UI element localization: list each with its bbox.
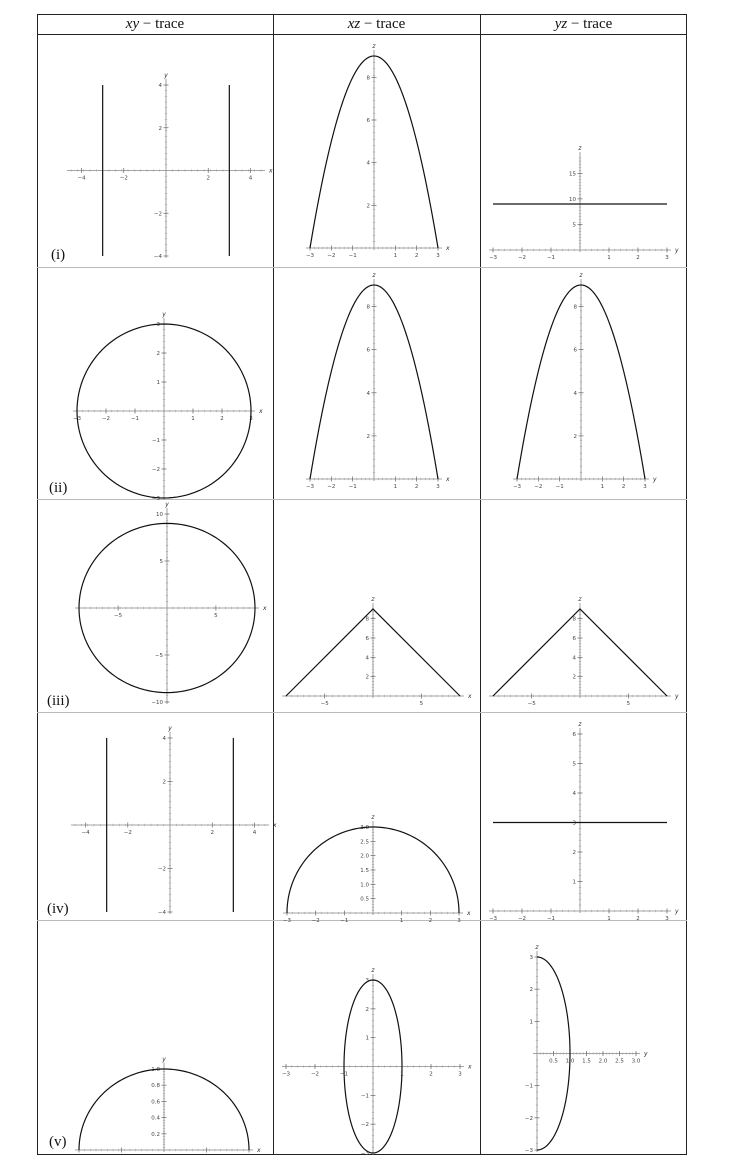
y-tick-label: 1.0 [360,882,369,889]
y-tick-label: 0.6 [151,1099,160,1106]
y-tick-label: 0.4 [151,1115,160,1122]
y-axis-label: z [372,272,376,279]
x-tick-label: 5 [214,613,218,619]
x-tick-label: 3 [458,1071,462,1078]
header-text: − trace [142,16,185,32]
y-tick-label: 1 [365,1035,369,1042]
y-tick-label: 2 [365,1006,369,1013]
y-tick-label: 4 [573,390,577,397]
y-tick-label: 6 [572,636,576,642]
y-tick-label: 10 [156,512,163,518]
x-tick-label: 3 [665,916,669,922]
x-tick-label: 2 [429,1071,433,1078]
y-tick-label: 2 [365,674,369,681]
plot-panel [273,267,480,499]
x-tick-label: −2 [119,175,128,182]
x-axis-label: x [446,245,450,252]
y-tick-label: −3 [360,1151,369,1155]
x-tick-label: −3 [72,416,82,422]
x-tick-label: −2 [517,916,527,922]
row-label: (iv) [47,901,69,917]
x-tick-label: −5 [320,701,329,707]
plot-svg [273,712,480,924]
y-tick-label: −3 [524,1148,533,1154]
x-tick-label: 1.0 [565,1058,575,1065]
x-axis-label: x [468,1063,472,1071]
y-tick-label: −2 [157,866,166,873]
y-tick-label: 3 [365,978,369,984]
x-tick-label: 1 [607,916,611,922]
y-tick-label: 0.5 [360,896,369,903]
header-text: − trace [570,16,613,32]
x-tick-label: 0.5 [549,1058,558,1065]
y-axis-label: y [165,501,169,508]
x-axis-label: y [653,476,657,483]
y-tick-label: 4 [366,390,370,397]
y-tick-label: 6 [573,347,577,354]
x-tick-label: −4 [77,175,86,182]
x-tick-label: −3 [512,484,522,490]
y-tick-label: 5 [572,222,576,229]
plot-svg [273,35,480,267]
x-tick-label: −2 [123,830,132,836]
x-axis-label: x [259,408,263,415]
row-label: (ii) [49,480,68,496]
y-tick-label: 8 [573,304,577,311]
y-tick-label: 6 [572,732,576,738]
x-tick-label: 5 [419,701,424,707]
row-label: (iii) [47,693,70,709]
x-tick-label: 2 [414,253,419,259]
y-tick-label: 1.0 [151,1067,160,1073]
plot-panel [480,712,687,920]
plot-panel [273,35,480,267]
x-tick-label: −1 [546,255,556,261]
y-tick-label: −4 [157,910,166,916]
x-axis-label: y [675,247,679,254]
header-variable: yz [554,16,568,32]
x-tick-label: −2 [101,416,111,422]
y-tick-label: −1 [524,1083,533,1090]
header-text: − trace [363,16,406,32]
y-axis-label: z [371,814,375,821]
y-tick-label: 8 [366,75,370,82]
plot-panel [480,499,687,712]
y-tick-label: 2 [572,674,576,681]
y-tick-label: 1 [529,1019,533,1026]
x-tick-label: 2 [636,916,640,922]
x-axis-label: x [263,605,267,612]
y-tick-label: 2.0 [360,853,369,860]
x-tick-label: −1 [340,918,349,924]
x-tick-label: 2 [220,416,224,422]
y-axis-label: z [578,721,582,728]
y-tick-label: 4 [158,83,162,89]
x-tick-label: −2 [517,255,527,261]
x-tick-label: 1 [393,253,398,259]
y-tick-label: 3 [156,322,160,328]
y-tick-label: −2 [153,211,162,218]
plot-svg [480,712,687,920]
y-tick-label: 4 [572,655,576,662]
y-tick-label: 4 [366,160,370,167]
x-tick-label: −5 [527,701,536,707]
y-tick-label: 8 [366,304,370,311]
x-tick-label: −2 [310,1071,320,1078]
plot-svg [37,712,277,920]
plot-panel [480,920,687,1154]
y-axis-label: z [578,145,582,152]
x-tick-label: 4 [252,830,257,836]
y-tick-label: 0.2 [151,1131,160,1138]
y-tick-label: 1 [572,879,576,886]
y-tick-label: 4 [365,655,369,662]
x-tick-label: 3 [643,484,647,490]
y-tick-label: 2 [366,203,370,210]
x-tick-label: −2 [327,484,336,490]
x-tick-label: 2 [206,175,210,182]
y-tick-label: 2 [156,351,160,357]
x-axis-label: y [644,1050,648,1058]
x-tick-label: 1 [399,918,404,924]
y-tick-label: 2 [366,433,370,440]
x-tick-label: 2 [414,484,419,490]
y-tick-label: 2 [158,125,162,132]
x-tick-label: −4 [81,830,90,836]
plot-svg [480,920,687,1154]
x-tick-label: −1 [348,253,357,259]
y-tick-label: 8 [365,616,369,623]
y-tick-label: 0.8 [151,1083,160,1090]
header-variable: xy [125,16,140,32]
x-tick-label: −3 [282,918,292,924]
plot-panel [273,499,480,712]
x-axis-label: y [675,908,679,915]
x-tick-label: −1 [348,484,357,490]
plot-svg [37,267,273,502]
trace-table [37,14,687,1155]
y-tick-label: 15 [569,171,576,178]
plot-svg [480,267,687,499]
y-tick-label: 3 [529,955,533,961]
x-tick-label: 3 [436,253,440,259]
plot-panel [37,267,273,502]
plot-svg [480,499,687,712]
y-tick-label: 6 [366,347,370,354]
plot-svg [37,920,273,1154]
y-tick-label: 6 [365,636,369,642]
x-axis-label: x [446,476,450,483]
y-axis-label: y [162,1056,166,1063]
x-tick-label: 1 [393,484,398,490]
y-tick-label: −1 [151,438,160,444]
x-axis-label: x [467,910,471,917]
y-axis-label: y [164,72,168,79]
x-tick-label: 3 [665,255,669,261]
x-tick-label: 1.5 [582,1058,591,1065]
plot-panel [37,499,273,712]
plot-svg [273,267,480,499]
plot-svg [37,499,273,712]
x-tick-label: 3.0 [631,1058,641,1065]
plot-svg [273,499,480,712]
plot-panel [480,35,687,267]
x-tick-label: −1 [555,484,564,490]
x-tick-label: −1 [339,1071,349,1078]
header-xz-trace [273,14,480,35]
y-tick-label: 2 [572,850,576,856]
x-tick-label: −2 [327,253,336,259]
y-axis-label: y [162,311,166,318]
y-tick-label: 5 [159,559,163,565]
y-tick-label: 5 [572,761,576,768]
y-tick-label: 6 [366,118,370,124]
x-tick-label: −3 [488,255,498,261]
x-axis-label: x [257,1147,261,1154]
y-tick-label: 4 [572,791,576,797]
x-tick-label: 2 [636,255,640,261]
plot-panel [37,35,273,267]
y-tick-label: 10 [569,196,576,203]
x-axis-label: x [269,167,273,175]
x-tick-label: 2 [621,484,626,490]
y-axis-label: z [371,596,375,603]
y-tick-label: 3 [572,820,576,827]
y-tick-label: −1 [360,1093,369,1100]
y-tick-label: 2 [162,779,166,786]
plot-panel [273,712,480,924]
x-tick-label: −3 [281,1071,291,1078]
table-top-rule [37,14,687,15]
plot-panel [37,712,277,920]
plot-svg [37,35,273,267]
x-tick-label: −1 [130,416,140,422]
x-tick-label: −5 [114,613,123,619]
y-tick-label: −10 [151,700,163,706]
y-tick-label: 1 [156,380,160,386]
header-variable: xz [347,16,361,32]
x-tick-label: −2 [534,484,543,490]
y-tick-label: −3 [151,496,160,502]
x-axis-label: y [675,693,679,700]
y-tick-label: 2 [573,433,577,440]
x-tick-label: 5 [626,701,631,707]
y-axis-label: z [535,944,539,951]
plot-panel [273,920,480,1154]
y-tick-label: 1.5 [360,868,369,874]
x-tick-label: 1 [600,484,605,490]
y-tick-label: −2 [151,467,160,473]
y-axis-label: z [579,272,583,279]
y-tick-label: −2 [360,1122,369,1129]
x-tick-label: 2 [428,918,433,924]
x-axis-label: x [273,822,277,829]
row-label: (v) [49,1134,67,1150]
header-xy-trace [37,14,273,35]
header-yz-trace [480,14,687,35]
x-tick-label: 4 [248,175,253,182]
plot-panel [37,920,273,1154]
y-axis-label: z [371,967,375,974]
y-tick-label: 4 [162,736,166,742]
y-tick-label: −4 [153,254,162,260]
row-label: (i) [51,247,66,263]
x-tick-label: −2 [311,918,320,924]
y-tick-label: 2 [529,987,533,994]
y-tick-label: 8 [572,616,576,623]
x-tick-label: 2 [210,830,214,836]
plot-svg [480,35,687,267]
y-axis-label: z [372,43,376,50]
x-tick-label: 3 [249,416,253,422]
x-axis-label: x [468,693,472,700]
plot-panel [480,267,687,499]
x-tick-label: 1 [191,416,195,422]
x-tick-label: 1 [400,1071,404,1078]
y-tick-label: −2 [524,1115,533,1122]
x-tick-label: −1 [546,916,556,922]
x-tick-label: −3 [488,916,498,922]
x-tick-label: −3 [305,484,315,490]
x-tick-label: 2.5 [615,1058,624,1065]
y-axis-label: z [578,596,582,603]
plot-svg [273,920,480,1154]
y-axis-label: y [168,725,172,732]
y-tick-label: 3.0 [360,825,369,831]
x-tick-label: 3 [436,484,440,490]
x-tick-label: −3 [305,253,315,259]
y-tick-label: −5 [154,653,163,659]
x-tick-label: 1 [607,255,611,261]
y-tick-label: 2.5 [360,839,369,846]
x-tick-label: 3 [457,918,461,924]
x-tick-label: 2.0 [598,1058,608,1065]
